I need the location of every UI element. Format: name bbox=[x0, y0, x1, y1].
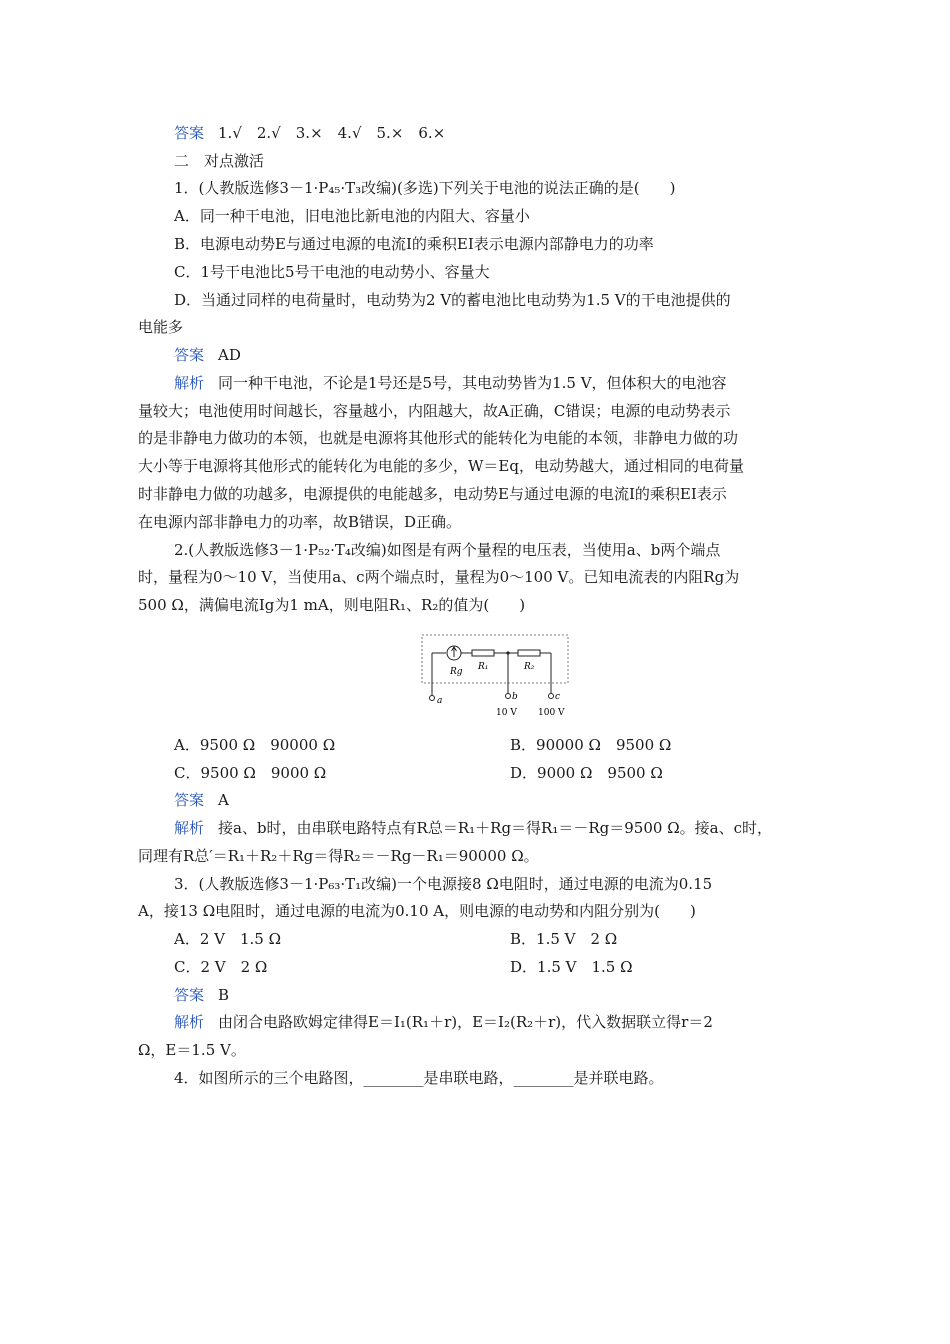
q3-option-c: C．2 V 2 Ω bbox=[174, 958, 268, 976]
label-10v: 10 V bbox=[496, 708, 517, 718]
answer-label: 答案 bbox=[174, 124, 205, 142]
q2-answer-label: 答案 bbox=[174, 791, 205, 809]
q1-answer-label: 答案 bbox=[174, 346, 205, 364]
q4-stem: 4．如图所示的三个电路图，________是串联电路，________是并联电路。 bbox=[174, 1069, 664, 1087]
q3-analysis-label: 解析 bbox=[174, 1013, 205, 1031]
q3-option-a: A．2 V 1.5 Ω bbox=[174, 930, 282, 948]
q1-option-c: C．1号干电池比5号干电池的电动势小、容量大 bbox=[174, 263, 490, 281]
q2-answer bbox=[174, 790, 854, 810]
q2-option-b: B．90000 Ω 9500 Ω bbox=[510, 736, 672, 754]
label-100v: 100 V bbox=[538, 708, 565, 718]
q1-option-d-line2: 电能多 bbox=[138, 318, 184, 336]
q1-option-a: A．同一种干电池，旧电池比新电池的内阻大、容量小 bbox=[174, 207, 530, 225]
q1-option-d-line1: D．当通过同样的电荷量时，电动势为2 V的蓄电池比电动势为1.5 V的干电池提供的 bbox=[174, 291, 731, 309]
q2-option-a: A．9500 Ω 90000 Ω bbox=[174, 736, 336, 754]
q2-stem-line2: 时，量程为0～10 V，当使用a、c两个端点时，量程为0～100 V。已知电流表的内阻Rg为 bbox=[138, 568, 740, 586]
q3-answer bbox=[174, 985, 854, 1005]
q3-analysis-line1 bbox=[174, 1012, 854, 1032]
q2-analysis-line2: 同理有R总′＝R₁＋R₂＋Rg＝得R₂＝－Rg－R₁＝90000 Ω。 bbox=[138, 847, 539, 865]
answer-items: 1.√ 2.√ 3.× 4.√ 5.× 6.× bbox=[218, 124, 446, 142]
label-r2: R₂ bbox=[524, 662, 535, 672]
q1-analysis-line4: 大小等于电源将其他形式的能转化为电能的多少，W＝Eq，电动势越大，通过相同的电荷量 bbox=[138, 457, 744, 475]
q2-stem-line1: 2.(人教版选修3－1·P₅₂·T₄改编)如图是有两个量程的电压表，当使用a、b两个端点 bbox=[174, 541, 721, 559]
q1-answer bbox=[174, 345, 854, 365]
q2-option-d: D．9000 Ω 9500 Ω bbox=[510, 764, 663, 782]
q2-analysis-text1: 接a、b时，由串联电路特点有R总＝R₁＋Rg＝得R₁＝－Rg＝9500 Ω。接a、c时， bbox=[218, 819, 772, 837]
label-r1: R₁ bbox=[478, 662, 489, 672]
q1-analysis-line5: 时非静电力做的功越多，电源提供的电能越多，电动势E与通过电源的电流I的乘积EI表示 bbox=[138, 485, 727, 503]
q3-answer-value: B bbox=[218, 986, 230, 1004]
q2-analysis-line1 bbox=[174, 818, 854, 838]
label-a: a bbox=[437, 696, 443, 706]
q1-analysis-line6: 在电源内部非静电力的功率，故B错误，D正确。 bbox=[138, 513, 462, 531]
section-title: 二 对点激活 bbox=[174, 152, 265, 170]
q3-analysis-line2: Ω，E＝1.5 V。 bbox=[138, 1041, 246, 1059]
label-b: b bbox=[512, 692, 518, 702]
q3-stem-line1: 3．(人教版选修3－1·P₆₃·T₁改编)一个电源接8 Ω电阻时，通过电源的电流为0.15 bbox=[174, 875, 713, 893]
answer-line bbox=[174, 123, 854, 143]
resistor-r1 bbox=[472, 650, 494, 656]
voltmeter-circuit-diagram bbox=[420, 633, 570, 721]
q1-stem: 1．(人教版选修3－1·P₄₅·T₃改编)(多选)下列关于电池的说法正确的是( ) bbox=[174, 179, 676, 197]
label-c: c bbox=[555, 692, 561, 702]
q1-answer-value: AD bbox=[218, 346, 241, 364]
terminal-c bbox=[549, 694, 554, 699]
q1-analysis-line2: 量较大；电池使用时间越长，容量越小，内阻越大，故A正确，C错误；电源的电动势表示 bbox=[138, 402, 731, 420]
q1-analysis-line1 bbox=[174, 373, 854, 393]
q2-analysis-label: 解析 bbox=[174, 819, 205, 837]
q1-analysis-line3: 的是非静电力做功的本领，也就是电源将其他形式的能转化为电能的本领，非静电力做的功 bbox=[138, 429, 739, 447]
q2-option-c: C．9500 Ω 9000 Ω bbox=[174, 764, 327, 782]
q3-analysis-text1: 由闭合电路欧姆定律得E＝I₁(R₁＋r)，E＝I₂(R₂＋r)，代入数据联立得r＝2 bbox=[218, 1013, 713, 1031]
resistor-r2 bbox=[518, 650, 540, 656]
q1-analysis-text1: 同一种干电池，不论是1号还是5号，其电动势皆为1.5 V，但体积大的电池容 bbox=[218, 374, 727, 392]
q3-answer-label: 答案 bbox=[174, 986, 205, 1004]
q2-answer-value: A bbox=[218, 791, 229, 809]
label-rg: Rg bbox=[450, 667, 463, 677]
q3-stem-line2: A，接13 Ω电阻时，通过电源的电流为0.10 A，则电源的电动势和内阻分别为( ) bbox=[138, 902, 696, 920]
q1-option-b: B．电源电动势E与通过电源的电流I的乘积EI表示电源内部静电力的功率 bbox=[174, 235, 654, 253]
terminal-a bbox=[430, 696, 435, 701]
q2-stem-line3: 500 Ω，满偏电流Ig为1 mA，则电阻R₁、R₂的值为( ) bbox=[138, 596, 526, 614]
q3-option-b: B．1.5 V 2 Ω bbox=[510, 930, 618, 948]
q3-option-d: D．1.5 V 1.5 Ω bbox=[510, 958, 633, 976]
q1-analysis-label: 解析 bbox=[174, 374, 205, 392]
terminal-b bbox=[506, 694, 511, 699]
dashed-enclosure bbox=[422, 635, 568, 683]
